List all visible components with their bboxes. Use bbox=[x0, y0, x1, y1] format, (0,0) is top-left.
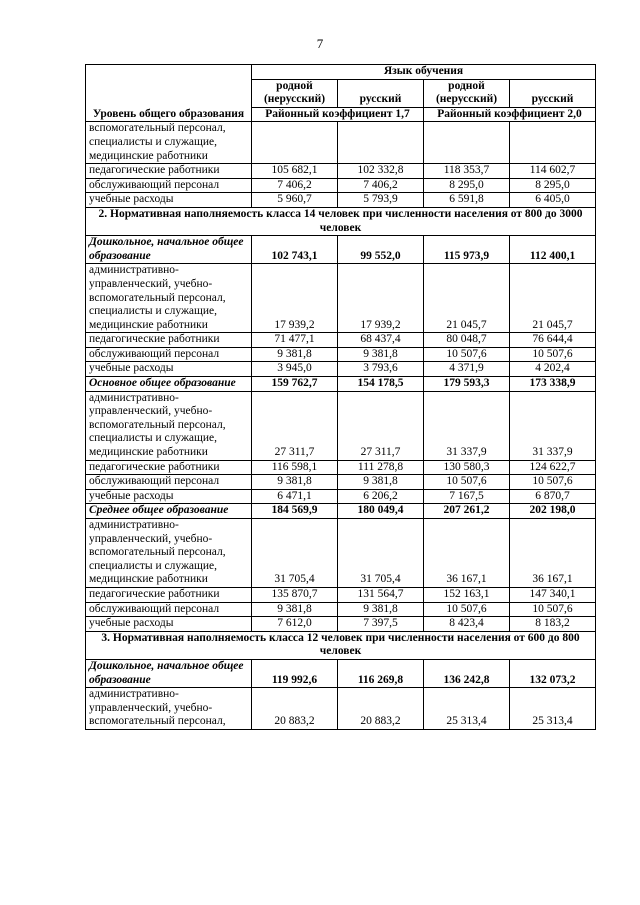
value-cell: 3 945,0 bbox=[252, 362, 338, 377]
value-cell: 17 939,2 bbox=[338, 264, 424, 333]
value-cell: 3 793,6 bbox=[338, 362, 424, 377]
value-cell: 102 332,8 bbox=[338, 164, 424, 179]
header-level: Уровень общего образования bbox=[86, 65, 252, 122]
row-label: административно-управленческий, учебно-вспомогательный персонал, специалисты и служащие, медицинские работники bbox=[86, 519, 252, 588]
value-cell: 71 477,1 bbox=[252, 333, 338, 348]
row-label: административно-управленческий, учебно-вспомогательный персонал, специалисты и служащие, медицинские работники bbox=[86, 391, 252, 460]
value-cell: 7 612,0 bbox=[252, 617, 338, 632]
value-cell: 80 048,7 bbox=[424, 333, 510, 348]
value-cell: 102 743,1 bbox=[252, 236, 338, 264]
table-row bbox=[86, 193, 596, 208]
value-cell: 68 437,4 bbox=[338, 333, 424, 348]
value-cell: 180 049,4 bbox=[338, 504, 424, 519]
value-cell: 10 507,6 bbox=[510, 475, 596, 490]
row-label: обслуживающий персонал bbox=[86, 178, 252, 193]
value-cell: 27 311,7 bbox=[338, 391, 424, 460]
group-label: Основное общее образование bbox=[86, 377, 252, 392]
value-cell: 76 644,4 bbox=[510, 333, 596, 348]
table-row bbox=[86, 659, 596, 687]
group-label: Среднее общее образование bbox=[86, 504, 252, 519]
value-cell: 17 939,2 bbox=[252, 264, 338, 333]
value-cell: 27 311,7 bbox=[252, 391, 338, 460]
table-row bbox=[86, 617, 596, 632]
value-cell bbox=[424, 122, 510, 164]
value-cell: 135 870,7 bbox=[252, 587, 338, 602]
row-label: обслуживающий персонал bbox=[86, 602, 252, 617]
value-cell: 111 278,8 bbox=[338, 460, 424, 475]
row-label: педагогические работники bbox=[86, 587, 252, 602]
value-cell: 9 381,8 bbox=[338, 602, 424, 617]
value-cell: 9 381,8 bbox=[252, 347, 338, 362]
table-row bbox=[86, 178, 596, 193]
value-cell: 20 883,2 bbox=[338, 688, 424, 730]
table-row bbox=[86, 164, 596, 179]
value-cell: 147 340,1 bbox=[510, 587, 596, 602]
value-cell: 8 295,0 bbox=[510, 178, 596, 193]
table-row bbox=[86, 347, 596, 362]
header-col-native-1: родной (нерусский) bbox=[252, 79, 338, 107]
value-cell: 6 206,2 bbox=[338, 489, 424, 504]
value-cell: 207 261,2 bbox=[424, 504, 510, 519]
row-label: административно-управленческий, учебно-вспомогательный персонал, специалисты и служащие, медицинские работники bbox=[86, 264, 252, 333]
value-cell: 159 762,7 bbox=[252, 377, 338, 392]
value-cell: 202 198,0 bbox=[510, 504, 596, 519]
value-cell: 31 337,9 bbox=[424, 391, 510, 460]
value-cell: 99 552,0 bbox=[338, 236, 424, 264]
value-cell: 5 960,7 bbox=[252, 193, 338, 208]
table-row bbox=[86, 122, 596, 164]
value-cell: 21 045,7 bbox=[510, 264, 596, 333]
value-cell: 4 371,9 bbox=[424, 362, 510, 377]
value-cell: 7 406,2 bbox=[338, 178, 424, 193]
row-label: учебные расходы bbox=[86, 489, 252, 504]
value-cell: 5 793,9 bbox=[338, 193, 424, 208]
row-label: вспомогательный персонал, специалисты и служащие, медицинские работники bbox=[86, 122, 252, 164]
value-cell: 179 593,3 bbox=[424, 377, 510, 392]
row-label: учебные расходы bbox=[86, 617, 252, 632]
value-cell: 25 313,4 bbox=[424, 688, 510, 730]
table-row bbox=[86, 377, 596, 392]
value-cell: 173 338,9 bbox=[510, 377, 596, 392]
value-cell: 6 471,1 bbox=[252, 489, 338, 504]
value-cell: 20 883,2 bbox=[252, 688, 338, 730]
table-row bbox=[86, 391, 596, 460]
table-row bbox=[86, 362, 596, 377]
row-label: педагогические работники bbox=[86, 164, 252, 179]
value-cell: 7 406,2 bbox=[252, 178, 338, 193]
value-cell: 116 598,1 bbox=[252, 460, 338, 475]
table-row bbox=[86, 504, 596, 519]
value-cell: 154 178,5 bbox=[338, 377, 424, 392]
table-row bbox=[86, 587, 596, 602]
header-col-russian-2: русский bbox=[510, 79, 596, 107]
section-title: 3. Нормативная наполняемость класса 12 человек при численности населения от 600 до 800 человек bbox=[86, 631, 596, 659]
value-cell: 114 602,7 bbox=[510, 164, 596, 179]
table-row bbox=[86, 264, 596, 333]
value-cell: 7 167,5 bbox=[424, 489, 510, 504]
value-cell: 10 507,6 bbox=[424, 602, 510, 617]
value-cell: 31 705,4 bbox=[252, 519, 338, 588]
table-row bbox=[86, 602, 596, 617]
table-row bbox=[86, 489, 596, 504]
value-cell: 116 269,8 bbox=[338, 659, 424, 687]
value-cell bbox=[510, 122, 596, 164]
value-cell: 8 183,2 bbox=[510, 617, 596, 632]
value-cell: 118 353,7 bbox=[424, 164, 510, 179]
value-cell: 130 580,3 bbox=[424, 460, 510, 475]
value-cell: 7 397,5 bbox=[338, 617, 424, 632]
table-row bbox=[86, 519, 596, 588]
value-cell: 9 381,8 bbox=[338, 475, 424, 490]
value-cell: 10 507,6 bbox=[424, 347, 510, 362]
value-cell: 6 405,0 bbox=[510, 193, 596, 208]
table-body bbox=[86, 122, 596, 730]
row-label: учебные расходы bbox=[86, 362, 252, 377]
value-cell: 6 870,7 bbox=[510, 489, 596, 504]
value-cell bbox=[252, 122, 338, 164]
value-cell: 124 622,7 bbox=[510, 460, 596, 475]
value-cell: 9 381,8 bbox=[252, 475, 338, 490]
value-cell: 25 313,4 bbox=[510, 688, 596, 730]
value-cell: 131 564,7 bbox=[338, 587, 424, 602]
header-language: Язык обучения bbox=[252, 65, 596, 80]
value-cell bbox=[338, 122, 424, 164]
header-coef-1: Районный коэффициент 1,7 bbox=[252, 107, 424, 122]
header-coef-2: Районный коэффициент 2,0 bbox=[424, 107, 596, 122]
value-cell: 10 507,6 bbox=[510, 602, 596, 617]
table-row bbox=[86, 236, 596, 264]
header-col-native-2: родной (нерусский) bbox=[424, 79, 510, 107]
table-row bbox=[86, 333, 596, 348]
value-cell: 36 167,1 bbox=[424, 519, 510, 588]
row-label: обслуживающий персонал bbox=[86, 475, 252, 490]
table-row bbox=[86, 207, 596, 235]
value-cell: 119 992,6 bbox=[252, 659, 338, 687]
value-cell: 31 705,4 bbox=[338, 519, 424, 588]
value-cell: 184 569,9 bbox=[252, 504, 338, 519]
group-label: Дошкольное, начальное общее образование bbox=[86, 659, 252, 687]
row-label: педагогические работники bbox=[86, 460, 252, 475]
row-label: учебные расходы bbox=[86, 193, 252, 208]
value-cell: 112 400,1 bbox=[510, 236, 596, 264]
budget-table bbox=[85, 64, 596, 730]
value-cell: 152 163,1 bbox=[424, 587, 510, 602]
table-row bbox=[86, 688, 596, 730]
row-label: педагогические работники bbox=[86, 333, 252, 348]
value-cell: 10 507,6 bbox=[424, 475, 510, 490]
value-cell: 10 507,6 bbox=[510, 347, 596, 362]
value-cell: 31 337,9 bbox=[510, 391, 596, 460]
table-row bbox=[86, 460, 596, 475]
value-cell: 4 202,4 bbox=[510, 362, 596, 377]
value-cell: 6 591,8 bbox=[424, 193, 510, 208]
header-col-russian-1: русский bbox=[338, 79, 424, 107]
value-cell: 21 045,7 bbox=[424, 264, 510, 333]
value-cell: 136 242,8 bbox=[424, 659, 510, 687]
value-cell: 8 423,4 bbox=[424, 617, 510, 632]
value-cell: 9 381,8 bbox=[338, 347, 424, 362]
table-row bbox=[86, 631, 596, 659]
value-cell: 9 381,8 bbox=[252, 602, 338, 617]
table-row bbox=[86, 475, 596, 490]
value-cell: 115 973,9 bbox=[424, 236, 510, 264]
value-cell: 132 073,2 bbox=[510, 659, 596, 687]
value-cell: 105 682,1 bbox=[252, 164, 338, 179]
page-number: 7 bbox=[316, 36, 324, 51]
section-title: 2. Нормативная наполняемость класса 14 человек при численности населения от 800 до 3000 человек bbox=[86, 207, 596, 235]
row-label: административно-управленческий, учебно-вспомогательный персонал, bbox=[86, 688, 252, 730]
group-label: Дошкольное, начальное общее образование bbox=[86, 236, 252, 264]
value-cell: 8 295,0 bbox=[424, 178, 510, 193]
value-cell: 36 167,1 bbox=[510, 519, 596, 588]
row-label: обслуживающий персонал bbox=[86, 347, 252, 362]
table-header bbox=[86, 65, 596, 122]
